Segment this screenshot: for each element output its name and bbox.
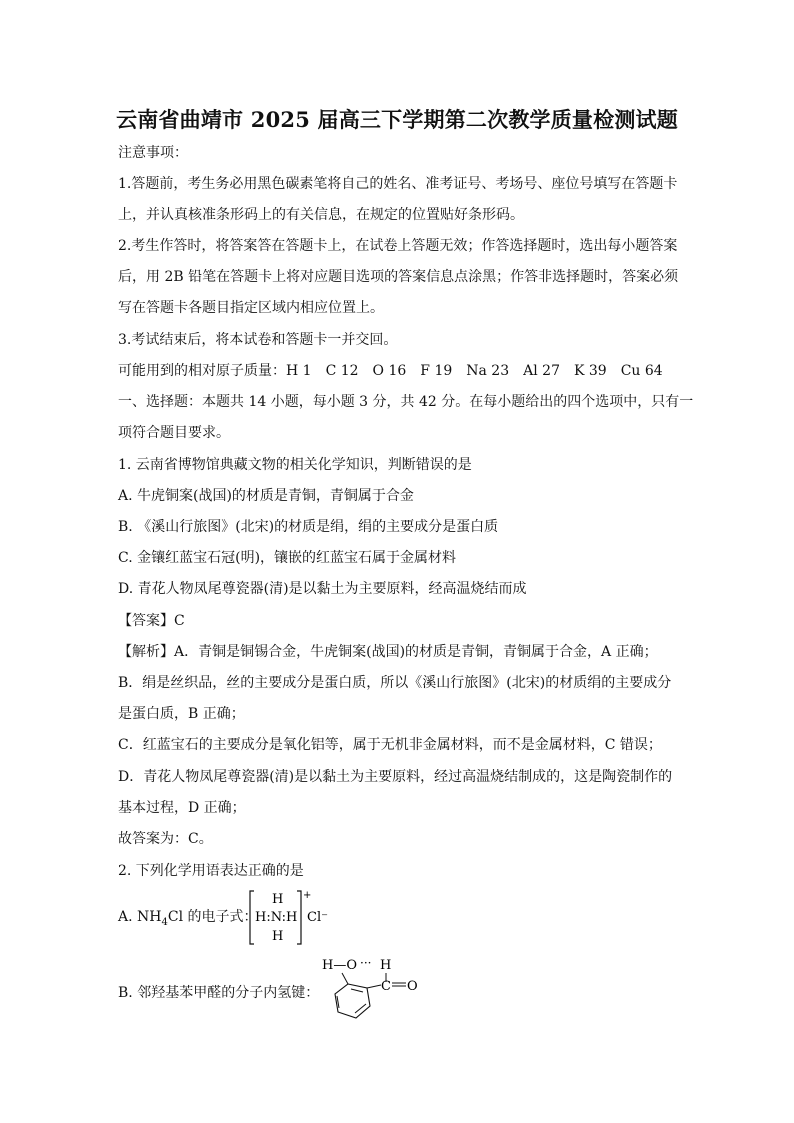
notice-item-1-line-1: 1.答题前，考生务必用黑色碳素笔将自己的姓名、准考证号、考场号、座位号填写在答题卡 [118,176,678,192]
notice-heading: 注意事项： [118,145,188,161]
q1-option-d: D. 青花人物凤尾尊瓷器(清)是以黏土为主要原料，经高温烧结而成 [118,581,527,597]
notice-item-2-line-1: 2.考生作答时，将答案答在答题卡上，在试卷上答题无效；作答选择题时，选出每小题答案 [118,238,678,254]
ring-inner-bond-1 [351,989,363,992]
q1-stem: 1. 云南省博物馆典藏文物的相关化学知识，判断错误的是 [118,457,472,473]
q2-stem: 2. 下列化学用语表达正确的是 [118,863,304,879]
notice-item-1-line-2: 上，并认真核准条形码上的有关信息，在规定的位置贴好条形码。 [118,207,524,223]
q1-explanation-5: D．青花人物凤尾尊瓷器(清)是以黏土为主要原料，经过高温烧结制成的，这是陶瓷制作的 [118,769,673,785]
right-bracket [297,891,301,944]
q1-option-a: A. 牛虎铜案(战国)的材质是青铜，青铜属于合金 [118,488,414,504]
q1-explanation-2: B．绢是丝织品，丝的主要成分是蛋白质，所以《溪山行旅图》(北宋)的材质绢的主要成分 [118,675,672,691]
formula-center: H:N:H [255,910,298,925]
q1-option-b: B. 《溪山行旅图》(北宋)的材质是绢，绢的主要成分是蛋白质 [118,519,499,535]
bond-ring-c [367,985,381,988]
q1-explanation-1: 【解析】A．青铜是铜锡合金，牛虎铜案(战国)的材质是青铜，青铜属于合金，A 正确； [118,644,658,660]
q1-explanation-3: 是蛋白质，B 正确； [118,706,245,722]
q2-option-b: B. 邻羟基苯甲醛的分子内氢键： [118,985,320,1001]
notice-item-3: 3.考试结束后，将本试卷和答题卡一并交回。 [118,332,398,348]
left-bracket [250,891,254,944]
q1-explanation-6: 基本过程，D 正确； [118,800,246,816]
section-1-line-1: 一、选择题：本题共 14 小题，每小题 3 分，共 42 分。在每小题给出的四个选项中，只有一 [118,394,694,410]
q1-conclusion: 故答案为：C。 [118,831,213,847]
formula-h-bottom: H [272,929,284,944]
section-1-line-2: 项符合题目要求。 [118,425,230,441]
formula-h-top: H [272,892,284,907]
q2-option-a: A. $NH_4Cl$ 的电子式： [118,909,258,928]
q1-answer: 【答案】C [118,613,185,629]
formula-charge-plus: + [303,890,312,901]
formula-anion: Cl⁻ [307,910,328,925]
label-o: O [407,979,418,994]
label-h: H [380,958,392,973]
label-c: C [381,979,391,994]
notice-item-2-line-3: 写在答题卡各题目指定区域内相应位置上。 [118,300,384,316]
page-title: 云南省曲靖市 2025 届高三下学期第二次教学质量检测试题 [116,107,678,132]
label-ho: H—O [322,958,357,973]
q1-explanation-4: C．红蓝宝石的主要成分是氧化铝等，属于无机非金属材料，而不是金属材料，C 错误； [118,737,662,753]
notice-item-2-line-2: 后，用 2B 铅笔在答题卡上将对应题目选项的答案信息点涂黑；作答非选择题时，答案必须 [118,269,679,285]
nh4cl-electron-formula [245,888,335,948]
atomic-masses: 可能用到的相对原子质量：H 1 C 12 O 16 F 19 Na 23 Al 27 K 39 Cu 64 [118,363,663,379]
ring-inner-bond-2 [355,1004,366,1013]
q1-option-c: C. 金镶红蓝宝石冠(明)，镶嵌的红蓝宝石属于金属材料 [118,550,457,566]
hydroxybenzaldehyde-structure [318,952,428,1027]
label-dots: ··· [360,956,372,970]
bond-o-ring [342,973,348,984]
